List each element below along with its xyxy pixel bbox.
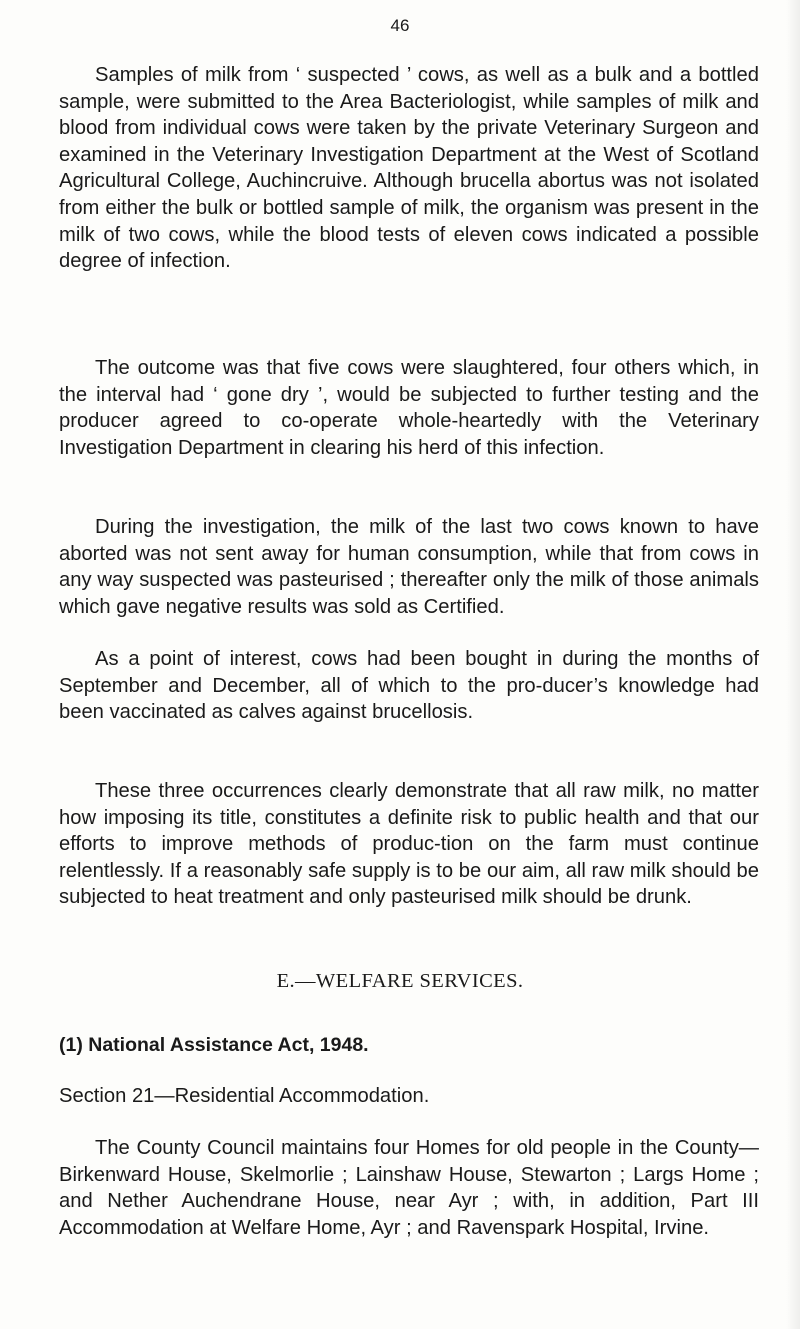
page-number: 46 <box>390 16 410 35</box>
paragraph-milk-samples: Samples of milk from ‘ suspected ’ cows, as well as a bulk and a bottled sample, were submitted to the Area Bacteriologist, while samples of milk and blood from individual cows were taken by the private Veterinary Surgeon and examined in the Veterinary Investigation Department at the West of Scotland Agricultural College, Auchincruive. Although brucella abortus was not isolated from either the bulk or bottled sample of milk, the organism was present in the milk of two cows, while the blood tests of eleven cows indicated a possible degree of infection. <box>59 64 759 273</box>
section-line-residential: Section 21—Residential Accommodation. <box>59 1085 430 1107</box>
paragraph-investigation: During the investigation, the milk of the last two cows known to have aborted was not sent away for human consumption, while that from cows in any way suspected was pasteurised ; thereafter only the milk of those animals which gave negative results was sold as Certified. <box>59 516 759 618</box>
paragraph-homes: The County Council maintains four Homes for old people in the County—Birkenward House, Skelmorlie ; Lainshaw House, Stewarton ; Largs Home ; and Nether Auchendrane House, near Ayr ; with, in addition, Part III Accommodation at Welfare Home, Ayr ; and Ravenspark Hospital, Irvine. <box>59 1137 759 1239</box>
subsection-heading-act: (1) National Assistance Act, 1948. <box>59 1034 369 1056</box>
section-heading-welfare: E.—WELFARE SERVICES. <box>276 970 524 992</box>
paragraph-conclusion: These three occurrences clearly demonstrate that all raw milk, no matter how imposing its title, constitutes a definite risk to public health and that our efforts to improve methods of produc-tion on the farm must continue relentlessly. If a reasonably safe supply is to be our aim, all raw milk should be subjected to heat treatment and only pasteurised milk should be drunk. <box>59 780 759 909</box>
paragraph-point-of-interest: As a point of interest, cows had been bought in during the months of September and December, all of which to the pro-ducer’s knowledge had been vaccinated as calves against brucellosis. <box>59 648 759 724</box>
page-edge-shadow <box>786 0 800 1329</box>
paragraph-outcome: The outcome was that five cows were slaughtered, four others which, in the interval had ‘ gone dry ’, would be subjected to further testing and the producer agreed to co-operate whole-heartedly with the Veterinary Investigation Department in clearing his herd of this infection. <box>59 357 759 459</box>
